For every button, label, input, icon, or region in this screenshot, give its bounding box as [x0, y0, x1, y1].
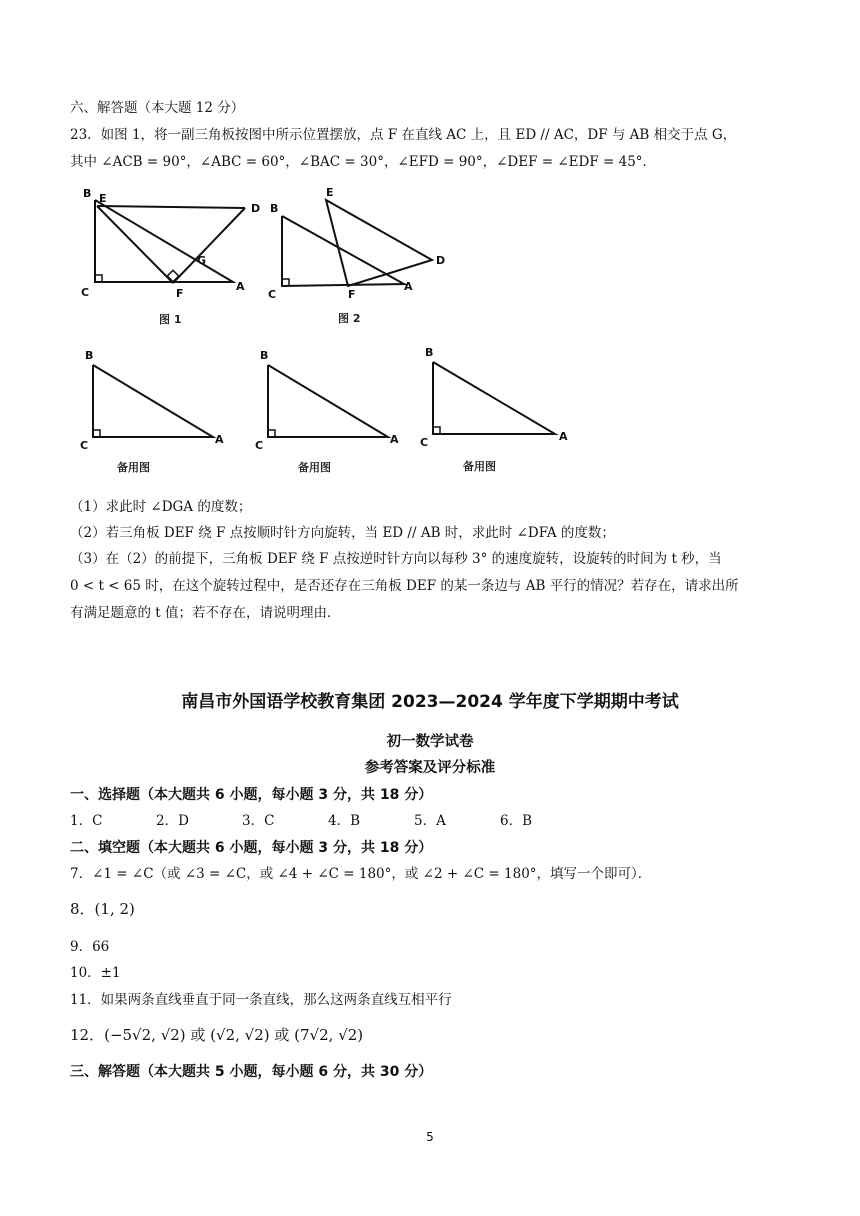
spare-figure-2 — [250, 345, 410, 475]
choice-answer: 4．B — [328, 813, 361, 829]
answer-subtitle-1: 初一数学试卷 — [386, 734, 474, 750]
choice-answer: 6．B — [500, 813, 533, 829]
problem-intro-line2: 其中 ∠ACB = 90°，∠ABC = 60°，∠BAC = 30°，∠EFD = 90°，∠DEF = ∠EDF = 45°． — [70, 154, 657, 170]
figure-2 — [262, 182, 462, 332]
label-C: C — [268, 288, 277, 301]
choice-answer: 1．C — [70, 813, 103, 829]
page-number: 5 — [426, 1130, 434, 1144]
answer-8: 8．(1, 2) — [70, 900, 135, 918]
answer-12: 12．(−5√2, √2) 或 (√2, √2) 或 (7√2, √2) — [70, 1026, 364, 1044]
label-A: A — [215, 433, 224, 446]
label-A: A — [559, 430, 568, 443]
figure-1 — [75, 182, 275, 332]
label-A: A — [236, 280, 245, 293]
label-B: B — [260, 349, 269, 362]
label-D: D — [436, 254, 446, 267]
answer-subtitle-2: 参考答案及评分标准 — [364, 760, 496, 776]
question-3-line2: 0 < t < 65 时，在这个旋转过程中，是否还存在三角板 DEF 的某一条边与 AB 平行的情况？若存在，请求出所 — [70, 578, 739, 594]
label-C: C — [255, 439, 264, 452]
spare-figure-3 — [415, 342, 585, 472]
problem-intro-line1: 23．如图 1，将一副三角板按图中所示位置摆放，点 F 在直线 AC 上，且 ED // AC，DF 与 AB 相交于点 G， — [70, 127, 737, 143]
choice-answers — [70, 811, 586, 831]
choice-answer: 3．C — [242, 813, 275, 829]
spare-caption: 备用图 — [117, 461, 150, 474]
answer-10: 10．±1 — [70, 965, 121, 981]
label-F: F — [176, 287, 184, 300]
label-B: B — [270, 202, 279, 215]
question-2: （2）若三角板 DEF 绕 F 点按顺时针方向旋转，当 ED // AB 时，求此时 ∠DFA 的度数； — [70, 525, 615, 541]
label-A: A — [404, 280, 413, 293]
question-3-line1: （3）在（2）的前提下，三角板 DEF 绕 F 点按逆时针方向以每秒 3° 的速度旋转，设旋转的时间为 t 秒，当 — [70, 551, 722, 567]
answer-9: 9．66 — [70, 939, 110, 955]
label-B: B — [85, 349, 94, 362]
label-B: B — [83, 187, 92, 200]
answer-7: 7．∠1 = ∠C（或 ∠3 = ∠C，或 ∠4 + ∠C = 180°，或 ∠2 + ∠C = 180°，填写一个即可）． — [70, 866, 652, 882]
figure-2-caption: 图 2 — [338, 312, 361, 325]
spare-caption: 备用图 — [298, 461, 331, 474]
label-C: C — [420, 436, 429, 449]
figure-1-caption: 图 1 — [159, 313, 182, 326]
section-fill: 二、填空题（本大题共 6 小题，每小题 3 分，共 18 分） — [70, 840, 433, 856]
label-C: C — [81, 286, 90, 299]
section-choice: 一、选择题（本大题共 6 小题，每小题 3 分，共 18 分） — [70, 787, 433, 803]
label-C: C — [80, 439, 89, 452]
spare-caption: 备用图 — [463, 460, 496, 472]
label-D: D — [251, 202, 261, 215]
label-E: E — [326, 186, 334, 199]
label-F: F — [348, 288, 356, 301]
answer-title: 南昌市外国语学校教育集团 2023—2024 学年度下学期期中考试 — [181, 692, 679, 712]
label-G: G — [197, 254, 207, 267]
choice-answer: 5．A — [414, 813, 446, 829]
question-1: （1）求此时 ∠DGA 的度数； — [70, 499, 252, 515]
choice-answer: 2．D — [156, 813, 189, 829]
section-solution: 三、解答题（本大题共 5 小题，每小题 6 分，共 30 分） — [70, 1064, 433, 1080]
spare-figure-1 — [75, 345, 235, 475]
answer-11: 11．如果两条直线垂直于同一条直线，那么这两条直线互相平行 — [70, 992, 452, 1008]
question-3-line3: 有满足题意的 t 值；若不存在，请说明理由． — [70, 605, 341, 621]
label-B: B — [425, 346, 434, 359]
label-A: A — [390, 433, 399, 446]
section-title: 六、解答题（本大题 12 分） — [70, 100, 245, 116]
label-E: E — [99, 192, 107, 205]
